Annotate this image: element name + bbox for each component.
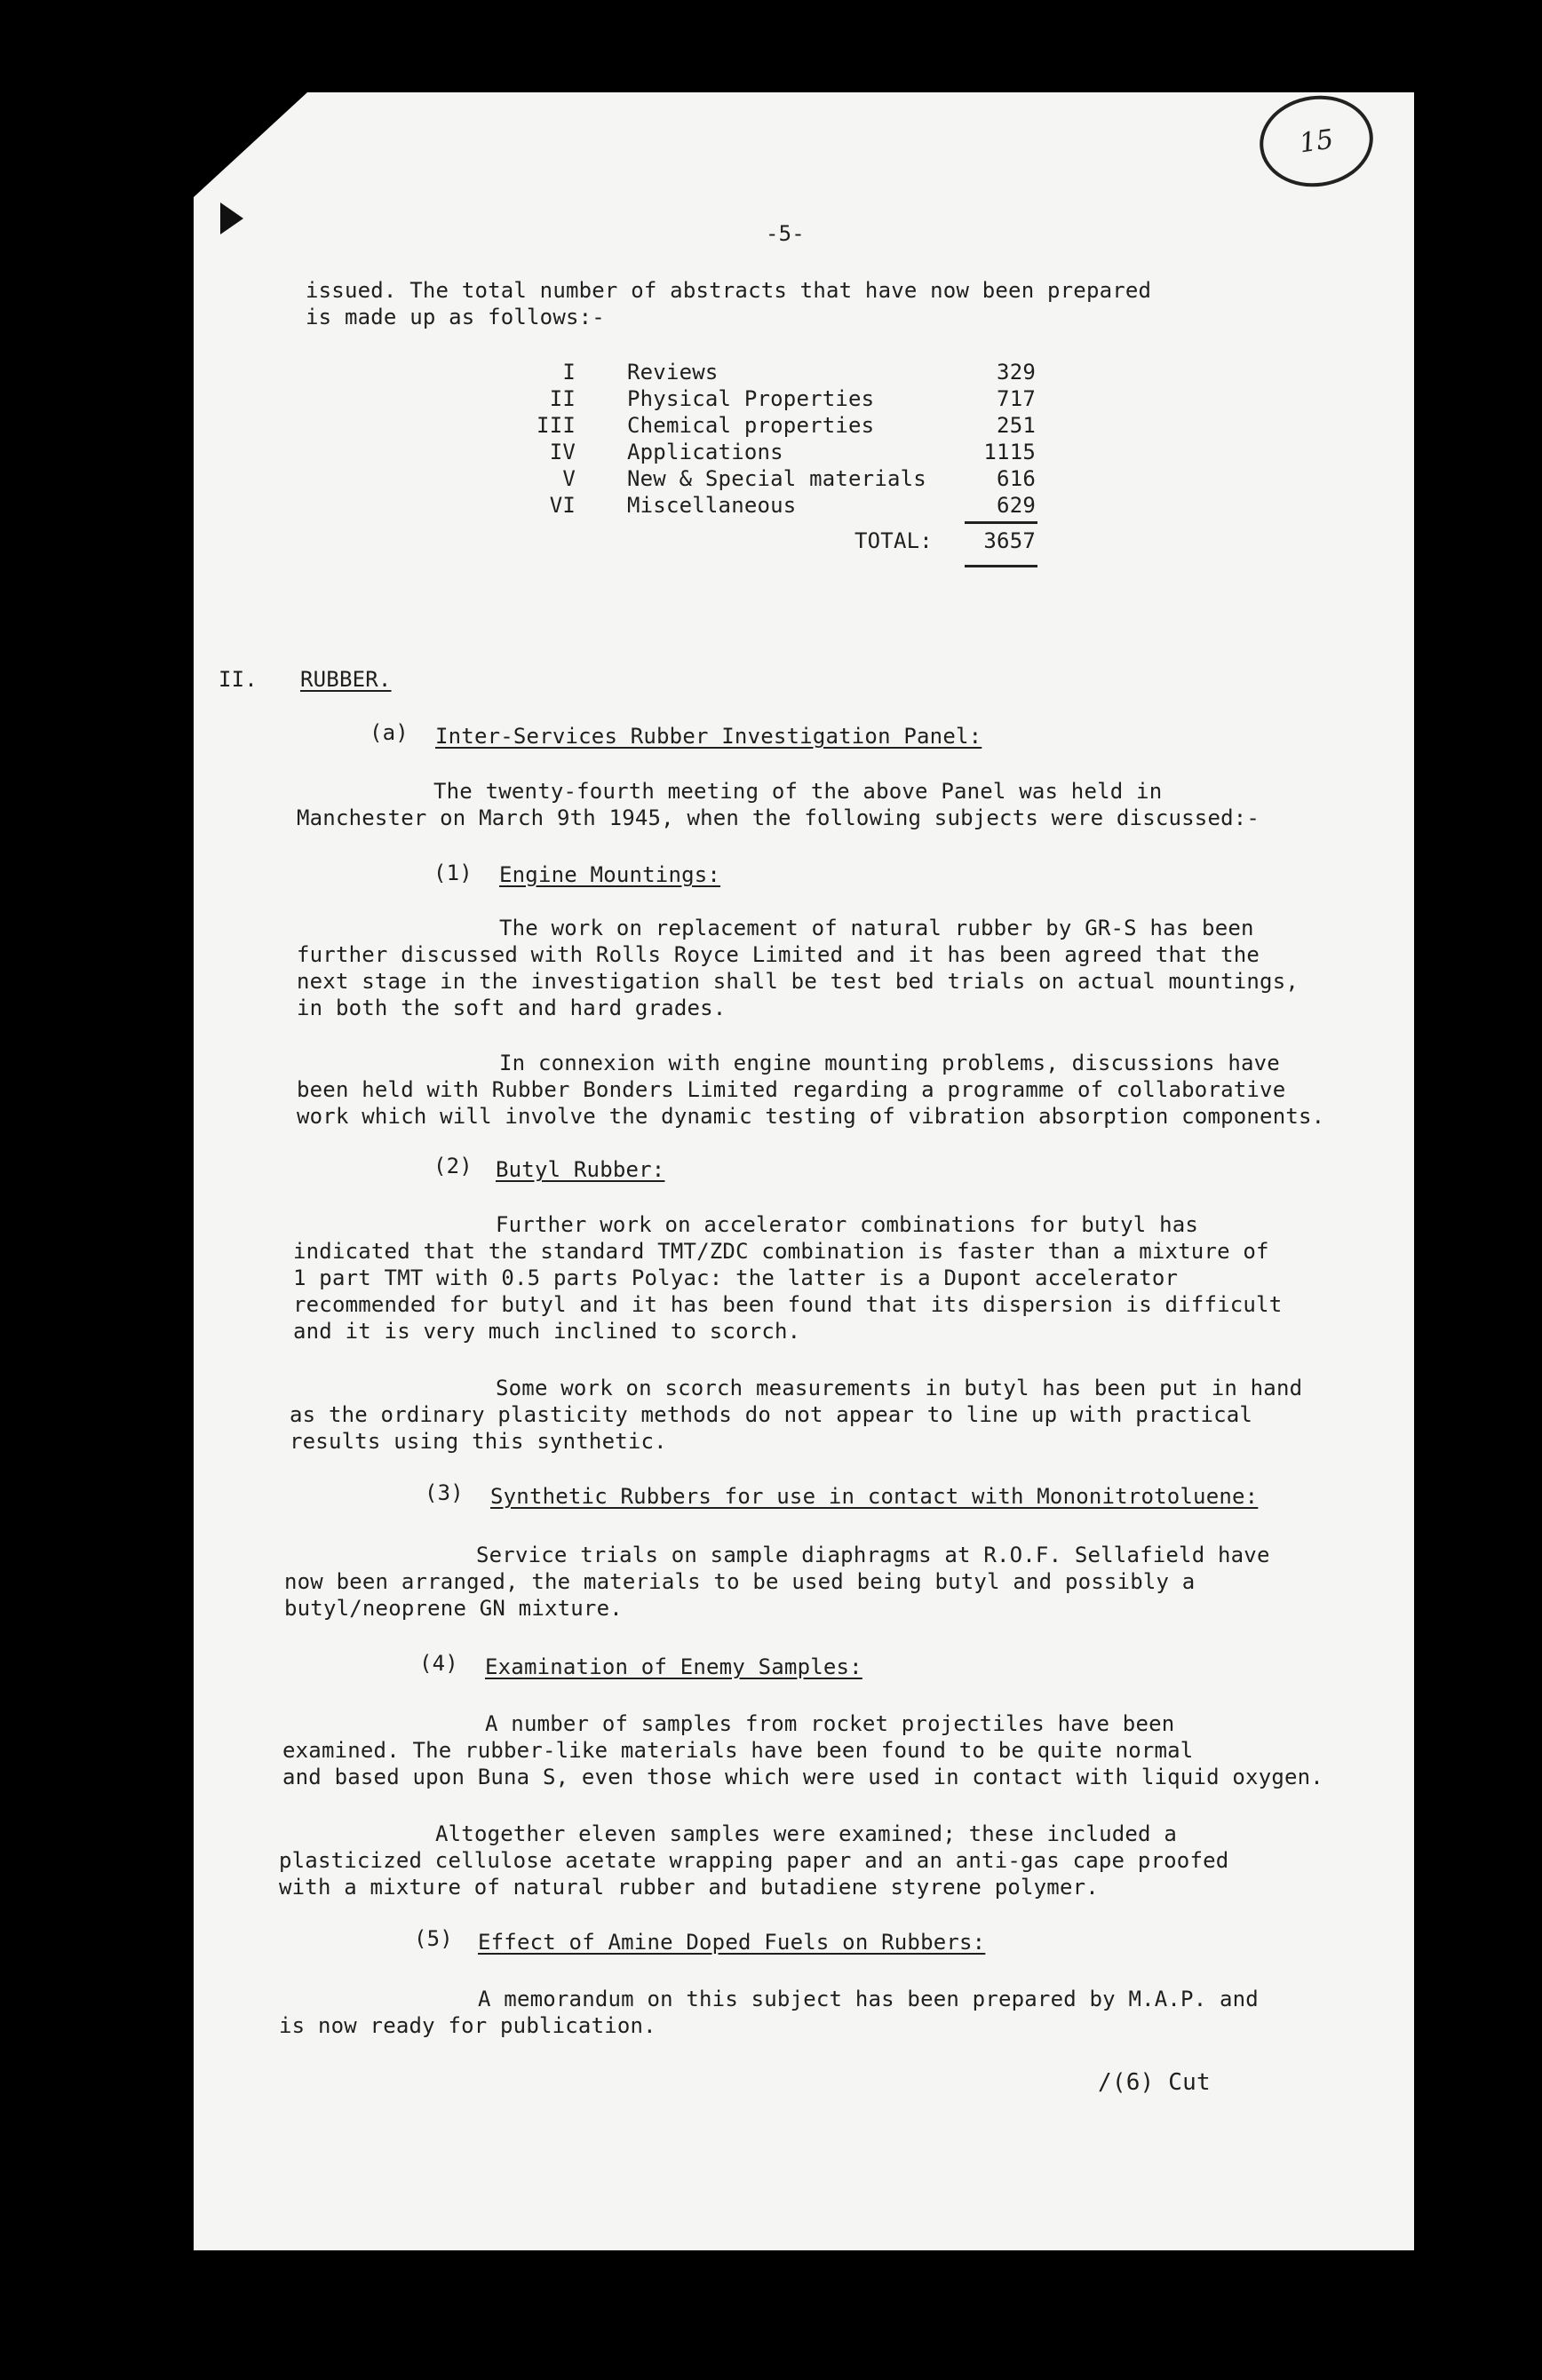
para-line: work which will involve the dynamic testing of vibration absorption components.: [297, 1104, 1325, 1129]
total-label: TOTAL:: [854, 528, 933, 553]
item-title: Synthetic Rubbers for use in contact with Mononitrotoluene:: [490, 1484, 1259, 1509]
item-number: (1): [433, 861, 473, 885]
item-title: Effect of Amine Doped Fuels on Rubbers:: [478, 1930, 986, 1955]
row-value: 251: [997, 413, 1036, 438]
para-line: now been arranged, the materials to be used being butyl and possibly a: [284, 1569, 1196, 1594]
catchword: /(6) Cut: [1098, 2069, 1211, 2096]
table-row: [0, 439, 1542, 465]
item-number: (5): [414, 1926, 453, 1951]
para-line: Some work on scorch measurements in butyl has been put in hand: [496, 1376, 1303, 1400]
item-title: Engine Mountings:: [499, 862, 721, 887]
row-num: IV: [549, 440, 576, 464]
para-line: A number of samples from rocket projectiles have been: [485, 1711, 1175, 1736]
para-line: examined. The rubber-like materials have been found to be quite normal: [282, 1738, 1194, 1763]
item-number: (4): [419, 1651, 458, 1676]
para-line: Further work on accelerator combinations for butyl has: [496, 1212, 1199, 1237]
subsection-title: Inter-Services Rubber Investigation Panel:: [435, 724, 982, 749]
folio-number: 15: [1297, 123, 1336, 159]
row-label: Miscellaneous: [627, 493, 797, 518]
item-title: Examination of Enemy Samples:: [485, 1654, 862, 1679]
total-row: [0, 528, 1542, 554]
row-num: II: [549, 386, 576, 411]
para-line: The work on replacement of natural rubber by GR-S has been: [499, 916, 1254, 940]
row-num: I: [562, 360, 576, 385]
table-row: [0, 412, 1542, 439]
para-line: 1 part TMT with 0.5 parts Polyac: the latter is a Dupont accelerator: [293, 1265, 1179, 1290]
total-rule: [965, 565, 1037, 567]
item-title: Butyl Rubber:: [496, 1157, 665, 1182]
para-line: in both the soft and hard grades.: [297, 996, 727, 1020]
para-line: with a mixture of natural rubber and butadiene styrene polymer.: [279, 1875, 1099, 1900]
row-num: VI: [549, 493, 576, 518]
para-line: as the ordinary plasticity methods do not appear to line up with practical: [290, 1402, 1253, 1427]
row-value: 1115: [983, 440, 1036, 464]
para-line: further discussed with Rolls Royce Limited and it has been agreed that the: [297, 942, 1260, 967]
meeting-para-line: Manchester on March 9th 1945, when the following subjects were discussed:-: [297, 805, 1260, 830]
para-line: recommended for butyl and it has been found that its dispersion is difficult: [293, 1292, 1283, 1317]
row-label: New & Special materials: [627, 466, 926, 491]
para-line: A memorandum on this subject has been prepared by M.A.P. and: [478, 1987, 1259, 2011]
row-value: 329: [997, 360, 1036, 385]
para-line: Altogether eleven samples were examined; these included a: [435, 1821, 1178, 1846]
para-line: In connexion with engine mounting problems, discussions have: [499, 1051, 1280, 1075]
item-number: (3): [425, 1480, 464, 1505]
row-value: 616: [997, 466, 1036, 491]
row-label: Physical Properties: [627, 386, 875, 411]
row-num: III: [537, 413, 576, 438]
row-label: Reviews: [627, 360, 719, 385]
para-line: been held with Rubber Bonders Limited regarding a programme of collaborative: [297, 1077, 1286, 1102]
intro-line: is made up as follows:-: [306, 305, 605, 329]
section-title: RUBBER.: [300, 667, 392, 692]
row-value: 629: [997, 493, 1036, 518]
sum-rule: [965, 521, 1037, 524]
edge-mark: [220, 202, 243, 234]
para-line: next stage in the investigation shall be test bed trials on actual mountings,: [297, 969, 1299, 994]
para-line: is now ready for publication.: [279, 2013, 656, 2038]
row-value: 717: [997, 386, 1036, 411]
table-row: [0, 492, 1542, 519]
para-line: and it is very much inclined to scorch.: [293, 1319, 801, 1344]
para-line: plasticized cellulose acetate wrapping paper and an anti-gas cape proofed: [279, 1848, 1229, 1873]
section-number: II.: [219, 667, 258, 692]
table-row: [0, 465, 1542, 492]
subsection-letter: (a): [370, 720, 409, 745]
meeting-para-line: The twenty-fourth meeting of the above Panel was held in: [433, 779, 1163, 804]
row-label: Chemical properties: [627, 413, 875, 438]
para-line: results using this synthetic.: [290, 1429, 667, 1454]
table-row: [0, 385, 1542, 412]
row-num: V: [562, 466, 576, 491]
total-value: 3657: [983, 528, 1036, 553]
abstracts-table: [0, 359, 1542, 572]
para-line: and based upon Buna S, even those which were used in contact with liquid oxygen.: [282, 1765, 1323, 1789]
row-label: Applications: [627, 440, 783, 464]
para-line: butyl/neoprene GN mixture.: [284, 1596, 623, 1621]
page-number: -5-: [766, 221, 805, 246]
table-row: [0, 359, 1542, 385]
intro-line: issued. The total number of abstracts that have now been prepared: [306, 278, 1152, 303]
para-line: Service trials on sample diaphragms at R.O.F. Sellafield have: [476, 1543, 1270, 1567]
item-number: (2): [433, 1154, 473, 1178]
para-line: indicated that the standard TMT/ZDC combination is faster than a mixture of: [293, 1239, 1269, 1264]
